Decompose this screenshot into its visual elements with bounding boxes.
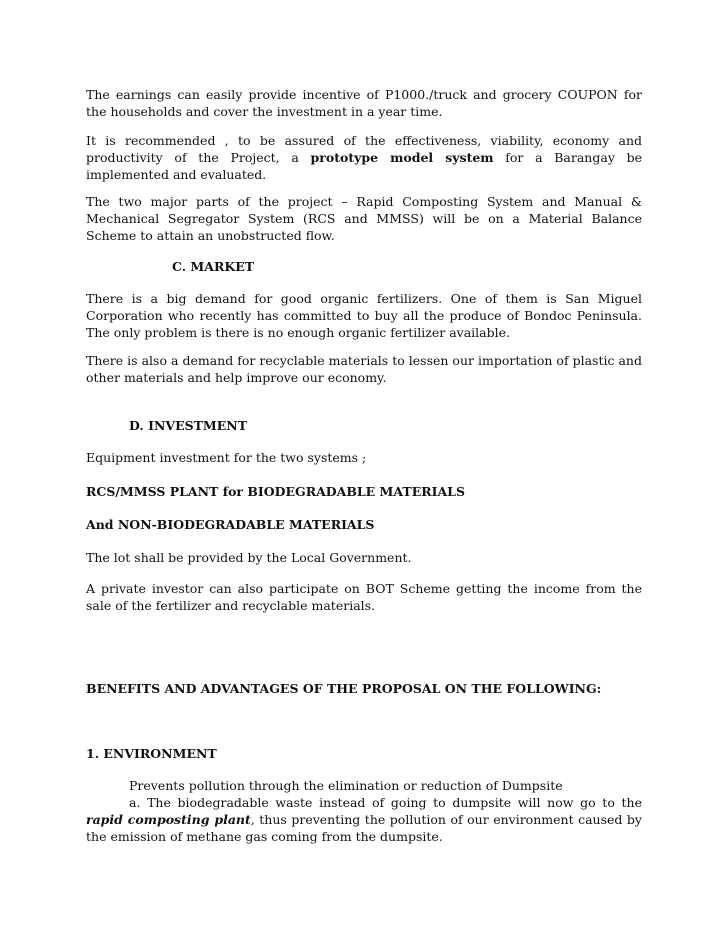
recommendation-text-end: for a Barangay be implemented and evaluated. xyxy=(86,150,642,182)
prototype-model-system-emphasis: prototype model system xyxy=(310,150,494,165)
paragraph-organic-demand: There is a big demand for good organic fertilizers. One of them is San Miguel Corporation who recently has committed to buy all the produce of Bondoc Peninsula. The only problem is there is no enough organic fertilizer available. xyxy=(86,291,642,340)
paragraph-lot: The lot shall be provided by the Local Government. xyxy=(86,550,412,565)
paragraph-recommendation xyxy=(86,132,642,183)
rapid-composting-plant-emphasis: rapid composting plant xyxy=(86,812,251,827)
heading-investment: D. INVESTMENT xyxy=(129,418,248,433)
recommendation-text-start: It is recommended , to be assured of the effectiveness, viability, economy and productivity of the Project, a xyxy=(86,133,642,165)
heading-rcs-mmss-plant: RCS/MMSS PLANT for BIODEGRADABLE MATERIALS xyxy=(86,484,465,499)
item-a-text-start: a. The biodegradable waste instead of going to dumpsite will now go to the xyxy=(129,795,642,810)
heading-non-biodegradable: And NON-BIODEGRADABLE MATERIALS xyxy=(86,517,375,532)
paragraph-earnings: The earnings can easily provide incentive of P1000./truck and grocery COUPON for the households and cover the investment in a year time. xyxy=(86,87,642,119)
paragraph-private-investor: A private investor can also participate on BOT Scheme getting the income from the sale of the fertilizer and recyclable materials. xyxy=(86,581,642,613)
paragraph-equipment-investment: Equipment investment for the two systems ; xyxy=(86,450,367,465)
paragraph-prevents-pollution: Prevents pollution through the elimination or reduction of Dumpsite xyxy=(129,778,563,793)
heading-benefits: BENEFITS AND ADVANTAGES OF THE PROPOSAL ON THE FOLLOWING: xyxy=(86,681,602,696)
paragraph-two-major-parts: The two major parts of the project – Rapid Composting System and Manual & Mechanical Segregator System (RCS and MMSS) will be on a Material Balance Scheme to attain an unobstructed flow. xyxy=(86,194,642,243)
item-a-text-end: , thus preventing the pollution of our environment caused by the emission of methane gas coming from the dumpsite. xyxy=(86,812,642,844)
heading-market: C. MARKET xyxy=(172,259,255,274)
paragraph-recyclable-demand: There is also a demand for recyclable materials to lessen our importation of plastic and other materials and help improve our economy. xyxy=(86,353,642,385)
heading-environment: 1. ENVIRONMENT xyxy=(86,746,217,761)
list-item-a xyxy=(86,794,642,845)
